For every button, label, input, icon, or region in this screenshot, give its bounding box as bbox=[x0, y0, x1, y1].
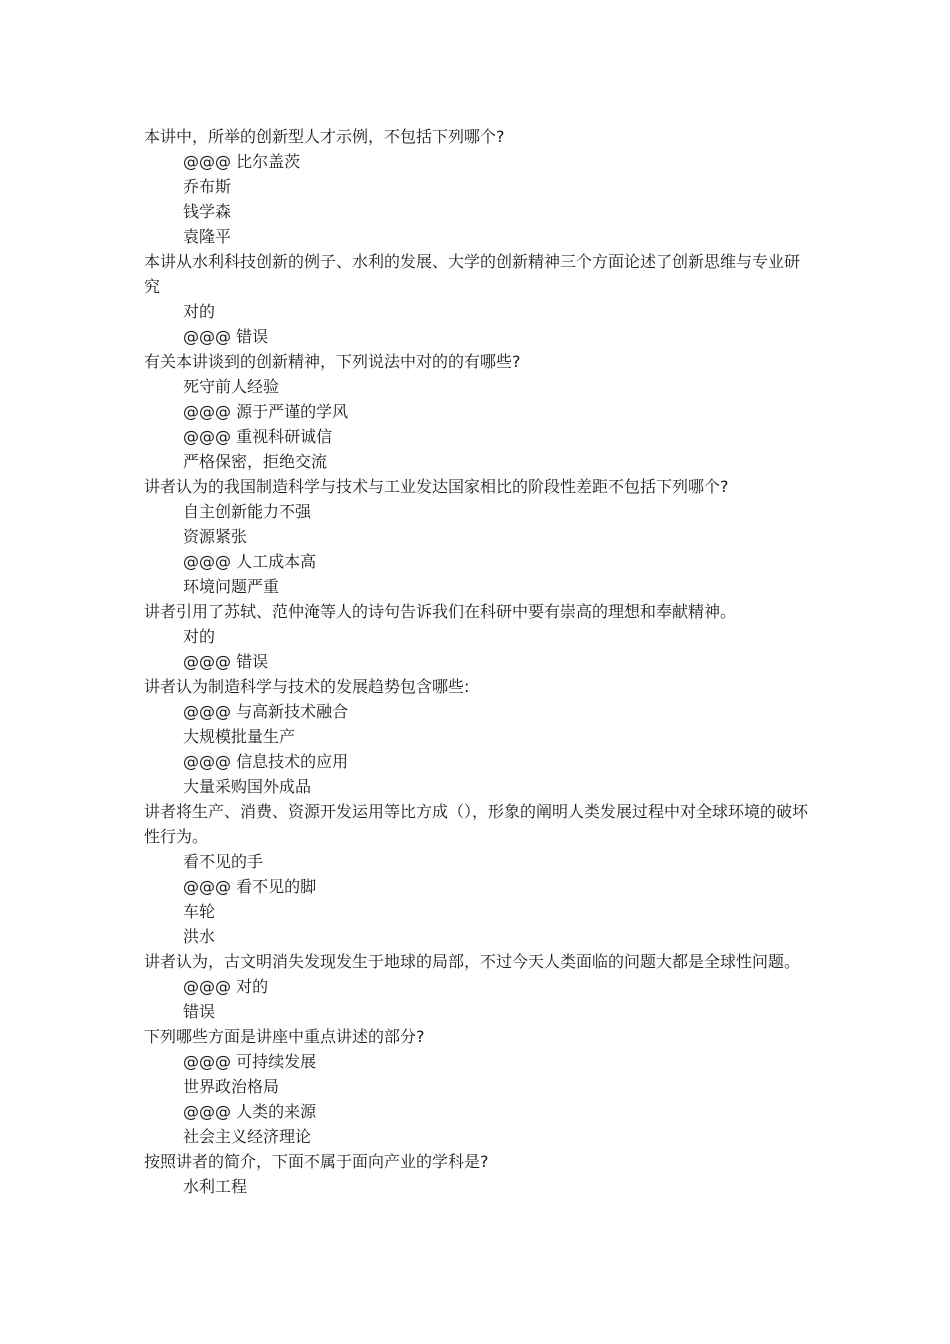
question-block bbox=[144, 949, 808, 1024]
question-text: 有关本讲谈到的创新精神，下列说法中对的的有哪些? bbox=[144, 352, 521, 371]
answer-option: @@@ 比尔盖茨 bbox=[183, 152, 301, 171]
question-block bbox=[144, 1149, 808, 1199]
answer-option: 死守前人经验 bbox=[183, 377, 280, 396]
question-block bbox=[144, 249, 808, 349]
quiz-content bbox=[144, 124, 808, 1199]
answer-option: 大量采购国外成品 bbox=[183, 777, 312, 796]
answer-option: 严格保密，拒绝交流 bbox=[183, 452, 328, 471]
answer-option: @@@ 人类的来源 bbox=[183, 1102, 317, 1121]
answer-option: @@@ 对的 bbox=[183, 977, 269, 996]
question-text: 讲者认为制造科学与技术的发展趋势包含哪些: bbox=[144, 677, 470, 696]
answer-option: @@@ 错误 bbox=[183, 652, 269, 671]
answer-option: @@@ 可持续发展 bbox=[183, 1052, 317, 1071]
answer-option: @@@ 信息技术的应用 bbox=[183, 752, 349, 771]
answer-option: 资源紧张 bbox=[183, 527, 248, 546]
question-block bbox=[144, 474, 808, 599]
answer-option: @@@ 与高新技术融合 bbox=[183, 702, 349, 721]
answer-option: @@@ 看不见的脚 bbox=[183, 877, 317, 896]
question-text: 讲者引用了苏轼、范仲淹等人的诗句告诉我们在科研中要有崇高的理想和奉献精神。 bbox=[144, 602, 737, 621]
answer-option: @@@ 人工成本高 bbox=[183, 552, 317, 571]
answer-option: 错误 bbox=[183, 1002, 216, 1021]
question-text: 讲者认为的我国制造科学与技术与工业发达国家相比的阶段性差距不包括下列哪个? bbox=[144, 477, 729, 496]
question-block bbox=[144, 674, 808, 799]
answer-option: 钱学森 bbox=[183, 202, 232, 221]
question-text: 讲者认为，古文明消失发现发生于地球的局部，不过今天人类面临的问题大都是全球性问题。 bbox=[144, 952, 801, 971]
answer-option: 车轮 bbox=[183, 902, 216, 921]
answer-option: @@@ 源于严谨的学风 bbox=[183, 402, 349, 421]
question-text: 本讲中，所举的创新型人才示例，不包括下列哪个? bbox=[144, 127, 505, 146]
question-block bbox=[144, 124, 808, 249]
answer-option: 世界政治格局 bbox=[183, 1077, 280, 1096]
answer-option: 水利工程 bbox=[183, 1177, 248, 1196]
question-block bbox=[144, 349, 808, 474]
answer-option: 大规模批量生产 bbox=[183, 727, 296, 746]
question-block bbox=[144, 799, 808, 949]
answer-option: 对的 bbox=[183, 302, 216, 321]
answer-option: 看不见的手 bbox=[183, 852, 264, 871]
answer-option: 环境问题严重 bbox=[183, 577, 280, 596]
answer-option: @@@ 重视科研诚信 bbox=[183, 427, 333, 446]
question-text: 下列哪些方面是讲座中重点讲述的部分? bbox=[144, 1027, 425, 1046]
answer-option: 社会主义经济理论 bbox=[183, 1127, 312, 1146]
answer-option: 袁隆平 bbox=[183, 227, 232, 246]
answer-option: 洪水 bbox=[183, 927, 216, 946]
question-text: 讲者将生产、消费、资源开发运用等比方成（），形象的阐明人类发展过程中对全球环境的破坏性行为。 bbox=[144, 802, 809, 846]
question-block bbox=[144, 1024, 808, 1149]
question-text: 本讲从水利科技创新的例子、水利的发展、大学的创新精神三个方面论述了创新思维与专业研究 bbox=[144, 252, 801, 296]
question-block bbox=[144, 599, 808, 674]
question-text: 按照讲者的简介，下面不属于面向产业的学科是? bbox=[144, 1152, 489, 1171]
answer-option: @@@ 错误 bbox=[183, 327, 269, 346]
answer-option: 自主创新能力不强 bbox=[183, 502, 312, 521]
answer-option: 对的 bbox=[183, 627, 216, 646]
answer-option: 乔布斯 bbox=[183, 177, 232, 196]
